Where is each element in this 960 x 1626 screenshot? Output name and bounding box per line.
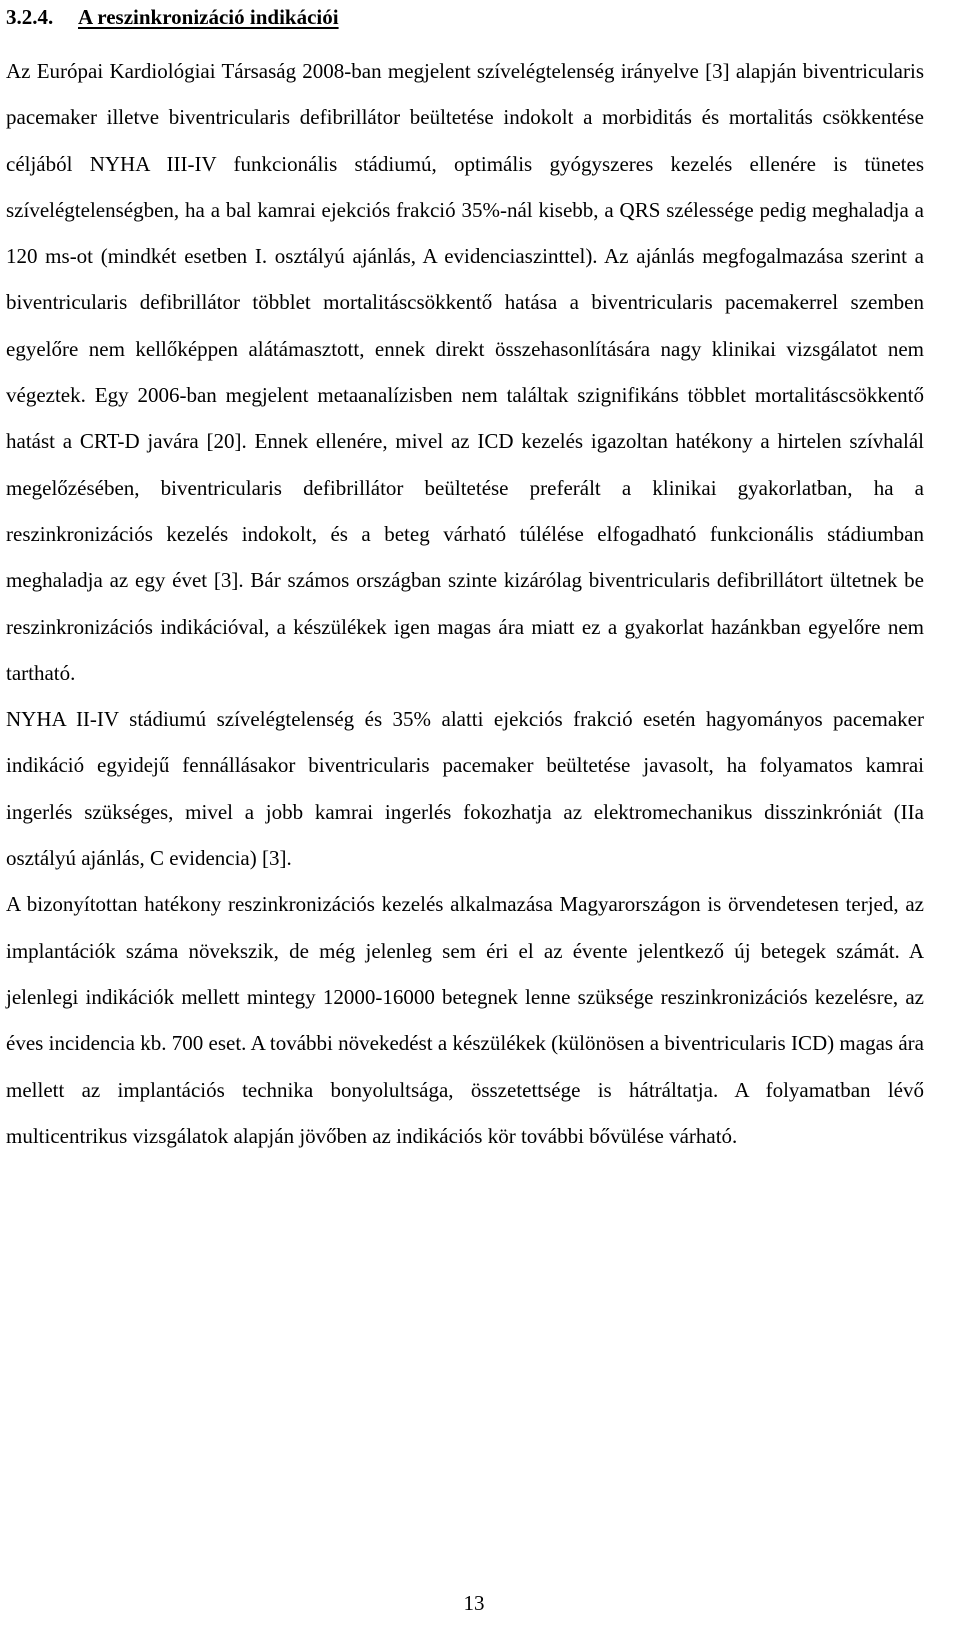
paragraph-1: Az Európai Kardiológiai Társaság 2008-ban megjelent szívelégtelenség irányelve [3] alapján biventricularis pacemaker illetve biventricularis defibrillátor beültetése indokolt a morbiditás és mortalitás csökkentése céljából NYHA III-IV funkcionális stádiumú, optimális gyógyszeres kezelés ellenére is tünetes szívelégtelenségben, ha a bal kamrai ejekciós frakció 35%-nál kisebb, a QRS szélessége pedig meghaladja a 120 ms-ot (mindkét esetben I. osztályú ajánlás, A evidenciaszinttel). Az ajánlás megfogalmazása szerint a biventricularis defibrillátor többlet mortalitáscsökkentő hatása a biventricularis pacemakerrel szemben egyelőre nem kellőképpen alátámasztott, ennek direkt összehasonlítására nagy klinikai vizsgálatot nem végeztek. Egy 2006-ban megjelent metaanalízisben nem találtak szignifikáns többlet mortalitáscsökkentő hatást a CRT-D javára [20]. Ennek ellenére, mivel az ICD kezelés igazoltan hatékony a hirtelen szívhalál megelőzésében, biventricularis defibrillátor beültetése preferált a klinikai gyakorlatban, ha a reszinkronizációs kezelés indokolt, és a beteg várható túlélése elfogadható funkcionális stádiumban meghaladja az egy évet [3]. Bár számos országban szinte kizárólag biventricularis defibrillátort ültetnek be reszinkronizációs indikációval, a készülékek igen magas ára miatt ez a gyakorlat hazánkban egyelőre nem tartható. xyxy=(6,59,924,685)
section-number: 3.2.4. xyxy=(6,5,54,29)
paragraph-3: A bizonyítottan hatékony reszinkronizációs kezelés alkalmazása Magyarországon is örvendetesen terjed, az implantációk száma növekszik, de még jelenleg sem éri el az évente jelentkező új betegek számát. A jelenlegi indikációk mellett mintegy 12000-16000 betegnek lenne szüksége reszinkronizációs kezelésre, az éves incidencia kb. 700 eset. A további növekedést a készülékek (különösen a biventricularis ICD) magas ára mellett az implantációs technika bonyolultsága, összetettsége is hátráltatja. A folyamatban lévő multicentrikus vizsgálatok alapján jövőben az indikációs kör további bővülése várható. xyxy=(6,892,924,1148)
section-heading xyxy=(6,2,339,32)
paragraph-2: NYHA II-IV stádiumú szívelégtelenség és 35% alatti ejekciós frakció esetén hagyományos pacemaker indikáció egyidejű fennállásakor biventricularis pacemaker beültetése javasolt, ha folyamatos kamrai ingerlés szükséges, mivel a jobb kamrai ingerlés fokozhatja az elektromechanikus disszinkróniát (IIa osztályú ajánlás, C evidencia) [3]. xyxy=(6,707,924,871)
section-title: A reszinkronizáció indikációi xyxy=(78,5,339,29)
page-number: 13 xyxy=(463,1591,485,1615)
body-text xyxy=(6,48,924,1159)
